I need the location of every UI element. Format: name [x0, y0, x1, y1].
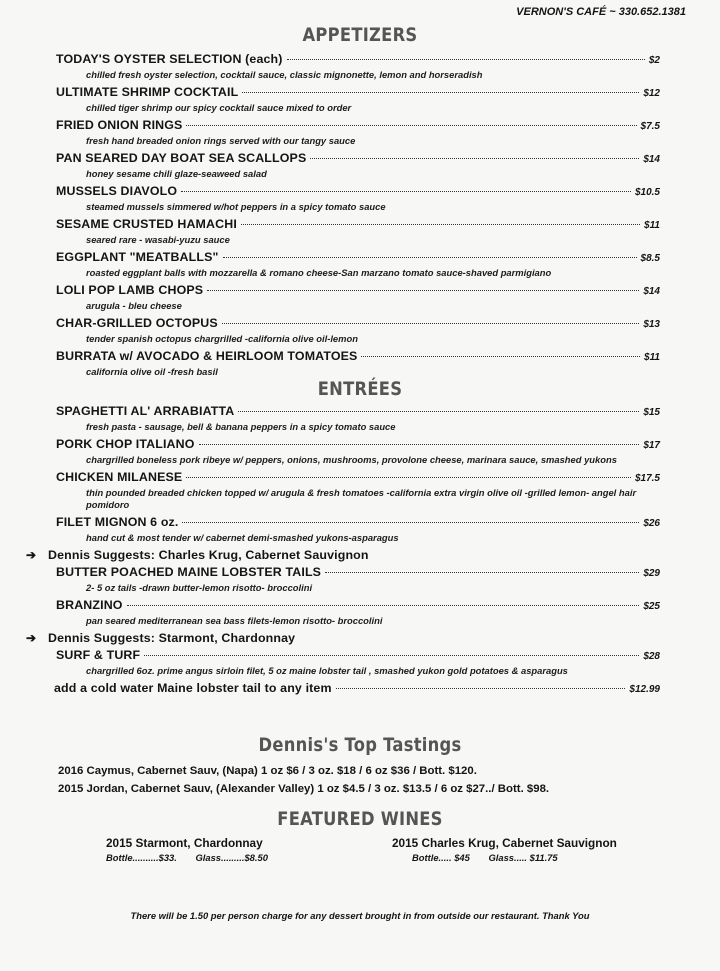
item-price: $14: [643, 286, 660, 297]
arrow-right-icon: ➔: [26, 548, 37, 562]
suggestion-line: [26, 631, 660, 648]
item-line: [56, 118, 660, 135]
item-name: ULTIMATE SHRIMP COCKTAIL: [56, 85, 239, 99]
item-line: [56, 598, 660, 615]
appetizers-list: [56, 52, 660, 382]
item-price: $17.5: [634, 473, 660, 484]
addon-name: add a cold water Maine lobster tail to any item: [54, 681, 332, 695]
menu-item-burrata-w-avocado-heirloom-tomatoes: [56, 349, 660, 378]
suggestion-line: [26, 548, 660, 565]
item-name: SPAGHETTI AL' ARRABIATTA: [56, 404, 235, 418]
item-line: [56, 184, 660, 201]
item-price: $12: [643, 88, 660, 99]
item-line: [56, 217, 660, 234]
dot-leader: [325, 572, 639, 573]
item-name: TODAY'S OYSTER SELECTION (each): [56, 52, 283, 66]
wine-name: 2015 Charles Krug, Cabernet Sauvignon: [392, 836, 617, 850]
item-price: $15: [643, 407, 660, 418]
wine-name: 2015 Starmont, Chardonnay: [106, 836, 263, 850]
item-description: thin pounded breaded chicken topped w/ arugula & fresh tomatoes -california extra virgin olive oil -grilled lemon- angel hair pomidoro: [86, 487, 637, 510]
menu-item-butter-poached-maine-lobster-tails: [56, 565, 660, 594]
item-price: $14: [643, 154, 660, 165]
menu-item-char-grilled-octopus: [56, 316, 660, 345]
wine-suggestion: [26, 548, 660, 565]
item-description: 2- 5 oz tails -drawn butter-lemon risotto- broccolini: [86, 582, 313, 593]
wine-bottle-price: Bottle..........$33.: [106, 852, 177, 863]
wine-glass-price: Glass.........$8.50: [195, 852, 268, 863]
dot-leader: [127, 605, 640, 606]
item-price: $17: [643, 440, 660, 451]
item-description: seared rare - wasabi-yuzu sauce: [86, 234, 230, 245]
item-price: $26: [643, 518, 660, 529]
item-name: CHICKEN MILANESE: [56, 470, 183, 484]
item-name: BURRATA w/ AVOCADO & HEIRLOOM TOMATOES: [56, 349, 358, 363]
item-name: EGGPLANT "MEATBALLS": [56, 250, 219, 264]
wine-prices: [106, 852, 284, 863]
item-description: california olive oil -fresh basil: [86, 366, 218, 377]
dot-leader: [207, 290, 639, 291]
menu-item-surf-turf: [56, 648, 660, 677]
suggestion-text: Dennis Suggests: Starmont, Chardonnay: [48, 631, 296, 645]
item-description: chargrilled 6oz. prime angus sirloin filet, 5 oz maine lobster tail , smashed yukon gold potatoes & asparagus: [86, 665, 568, 676]
item-price: $28: [643, 651, 660, 662]
item-name: SESAME CRUSTED HAMACHI: [56, 217, 237, 231]
item-line: [56, 316, 660, 333]
suggestion-text: Dennis Suggests: Charles Krug, Cabernet Sauvignon: [48, 548, 369, 562]
item-line: [56, 565, 660, 582]
item-line: [56, 470, 660, 487]
item-description: chilled tiger shrimp our spicy cocktail sauce mixed to order: [86, 102, 352, 113]
item-description: hand cut & most tender w/ cabernet demi-smashed yukons-asparagus: [86, 532, 399, 543]
entrees-title: ENTRÉES: [317, 378, 403, 400]
item-line: [56, 349, 660, 366]
arrow-right-icon: ➔: [26, 631, 37, 645]
item-name: MUSSELS DIAVOLO: [56, 184, 178, 198]
item-price: $29: [643, 568, 660, 579]
wine-suggestion: [26, 631, 660, 648]
featured-wine-starmont: [106, 836, 284, 863]
item-name: LOLI POP LAMB CHOPS: [56, 283, 204, 297]
item-name: FRIED ONION RINGS: [56, 118, 183, 132]
lobster-tail-addon: [54, 681, 660, 698]
featured-wine-charles-krug: [392, 836, 617, 863]
menu-item-spaghetti-al-arrabiatta: [56, 404, 660, 433]
item-line: [56, 151, 660, 168]
dot-leader: [182, 522, 639, 523]
menu-item-chicken-milanese: [56, 470, 660, 511]
addon-price: $12.99: [629, 684, 660, 695]
dot-leader: [223, 257, 637, 258]
item-name: PORK CHOP ITALIANO: [56, 437, 195, 451]
item-description: tender spanish octopus chargrilled -california olive oil-lemon: [86, 333, 358, 344]
item-description: honey sesame chili glaze-seaweed salad: [86, 168, 267, 179]
dot-leader: [336, 688, 626, 689]
menu-item-eggplant-meatballs: [56, 250, 660, 279]
wine-prices: [392, 852, 617, 863]
dot-leader: [199, 444, 640, 445]
dot-leader: [242, 92, 639, 93]
cafe-header: VERNON'S CAFÉ ~ 330.652.1381: [516, 6, 686, 18]
item-line: [56, 437, 660, 454]
menu-item-today-s-oyster-selection-each: [56, 52, 660, 81]
menu-item-pan-seared-day-boat-sea-scallops: [56, 151, 660, 180]
dot-leader: [186, 477, 631, 478]
item-name: BRANZINO: [56, 598, 123, 612]
item-price: $7.5: [640, 121, 660, 132]
item-description: steamed mussels simmered w/hot peppers in a spicy tomato sauce: [86, 201, 386, 212]
wine-glass-price: Glass..... $11.75: [488, 852, 558, 863]
menu-item-loli-pop-lamb-chops: [56, 283, 660, 312]
tasting-line-caymus: 2016 Caymus, Cabernet Sauv, (Napa) 1 oz $6 / 3 oz. $18 / 6 oz $36 / Bott. $120.: [58, 765, 477, 777]
item-description: pan seared mediterranean sea bass filets-lemon risotto- broccolini: [86, 615, 383, 626]
dot-leader: [310, 158, 639, 159]
item-price: $8.5: [640, 253, 660, 264]
menu-item-pork-chop-italiano: [56, 437, 660, 466]
dot-leader: [186, 125, 636, 126]
appetizers-title: APPETIZERS: [302, 24, 418, 46]
menu-item-filet-mignon-6-oz: [56, 515, 660, 544]
item-description: fresh hand breaded onion rings served with our tangy sauce: [86, 135, 356, 146]
menu-item-fried-onion-rings: [56, 118, 660, 147]
item-price: $11: [644, 352, 660, 363]
featured-wines-title: FEATURED WINES: [277, 808, 443, 830]
item-description: fresh pasta - sausage, bell & banana peppers in a spicy tomato sauce: [86, 421, 396, 432]
item-name: SURF & TURF: [56, 648, 141, 662]
item-line: [56, 283, 660, 300]
item-price: $13: [643, 319, 660, 330]
menu-item-branzino: [56, 598, 660, 627]
tasting-line-jordan: 2015 Jordan, Cabernet Sauv, (Alexander Valley) 1 oz $4.5 / 3 oz. $13.5 / 6 oz $27../ Bott. $98.: [58, 783, 550, 795]
menu-item-sesame-crusted-hamachi: [56, 217, 660, 246]
tastings-title: Dennis's Top Tastings: [258, 734, 462, 756]
dot-leader: [181, 191, 631, 192]
item-name: BUTTER POACHED MAINE LOBSTER TAILS: [56, 565, 322, 579]
menu-item-ultimate-shrimp-cocktail: [56, 85, 660, 114]
item-line: [56, 404, 660, 421]
entrees-list: [26, 404, 660, 698]
item-description: arugula - bleu cheese: [86, 300, 182, 311]
item-line: [56, 52, 660, 69]
item-description: roasted eggplant balls with mozzarella & romano cheese-San marzano tomato sauce-shaved parmigiano: [86, 267, 552, 278]
item-description: chilled fresh oyster selection, cocktail sauce, classic mignonette, lemon and horseradish: [86, 69, 483, 80]
item-line: [56, 85, 660, 102]
item-line: [56, 648, 660, 665]
item-description: chargrilled boneless pork ribeye w/ peppers, onions, mushrooms, provolone cheese, marinara sauce, smashed yukons: [86, 454, 617, 465]
item-name: PAN SEARED DAY BOAT SEA SCALLOPS: [56, 151, 307, 165]
dot-leader: [241, 224, 640, 225]
item-name: FILET MIGNON 6 oz.: [56, 515, 179, 529]
menu-item-mussels-diavolo: [56, 184, 660, 213]
item-line: [56, 250, 660, 267]
dessert-charge-note: There will be 1.50 per person charge for any dessert brought in from outside our restaurant. Thank You: [130, 910, 590, 921]
dot-leader: [287, 59, 645, 60]
item-price: $2: [648, 55, 660, 66]
item-price: $10.5: [634, 187, 660, 198]
item-price: $11: [644, 220, 660, 231]
item-price: $25: [643, 601, 660, 612]
dot-leader: [361, 356, 640, 357]
dot-leader: [238, 411, 639, 412]
dot-leader: [144, 655, 639, 656]
item-line: [56, 515, 660, 532]
item-name: CHAR-GRILLED OCTOPUS: [56, 316, 218, 330]
wine-bottle-price: Bottle..... $45: [412, 852, 470, 863]
dot-leader: [222, 323, 640, 324]
